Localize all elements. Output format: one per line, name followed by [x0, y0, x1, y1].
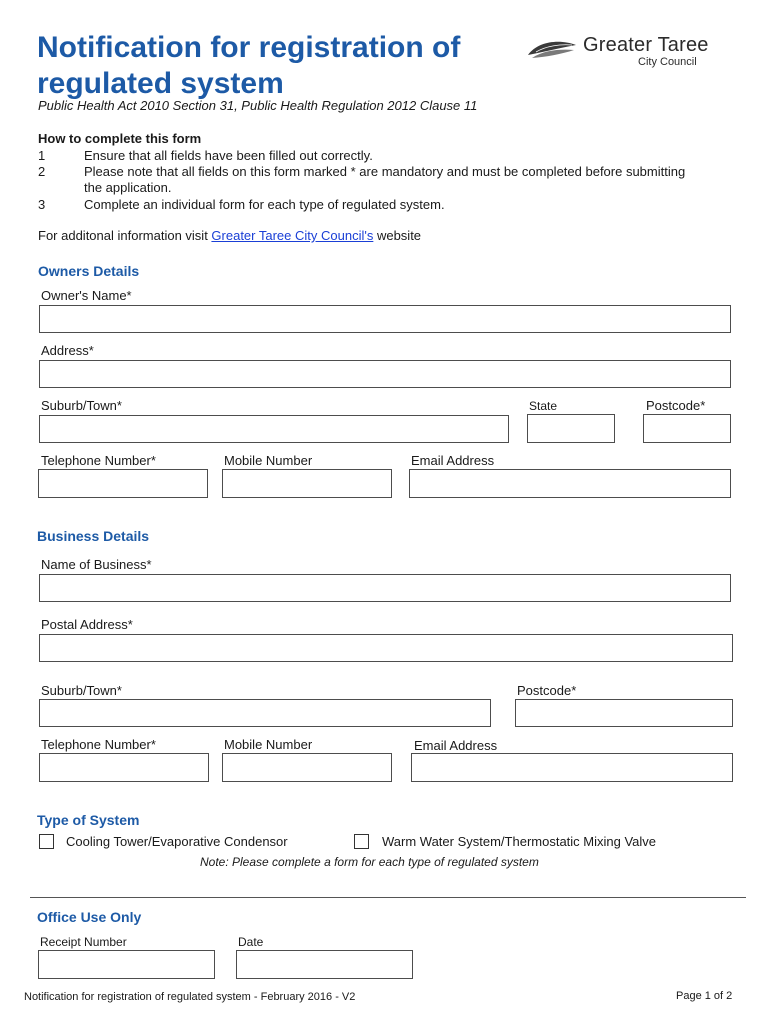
business-mobile-label: Mobile Number: [224, 737, 313, 752]
date-input[interactable]: [236, 950, 413, 979]
business-heading: Business Details: [37, 528, 150, 544]
info-line: [38, 228, 421, 243]
leaf-logo-icon: [526, 37, 578, 61]
warm-water-label: Warm Water System/Thermostatic Mixing Valve: [382, 834, 657, 849]
owner-postcode-input[interactable]: [643, 414, 731, 443]
business-postal-input[interactable]: [39, 634, 733, 662]
system-heading: Type of System: [37, 812, 140, 828]
step-number: 3: [38, 197, 46, 212]
date-label: Date: [238, 935, 264, 949]
owner-address-label: Address*: [41, 343, 94, 358]
system-note: Note: Please complete a form for each type of regulated system: [200, 855, 539, 869]
divider: [30, 897, 746, 898]
owner-name-input[interactable]: [39, 305, 731, 333]
owner-postcode-label: Postcode*: [646, 398, 706, 413]
receipt-input[interactable]: [38, 950, 215, 979]
warm-water-checkbox[interactable]: [354, 834, 369, 849]
business-suburb-label: Suburb/Town*: [41, 683, 122, 698]
owner-phone-input[interactable]: [38, 469, 208, 498]
step-number: 1: [38, 148, 46, 163]
owner-address-input[interactable]: [39, 360, 731, 388]
page-number: Page 1 of 2: [676, 990, 733, 1002]
business-postcode-label: Postcode*: [517, 683, 577, 698]
receipt-label: Receipt Number: [40, 935, 127, 949]
business-suburb-input[interactable]: [39, 699, 491, 727]
business-name-input[interactable]: [39, 574, 731, 602]
business-phone-label: Telephone Number*: [41, 737, 156, 752]
info-prefix: For additonal information visit: [38, 228, 212, 243]
page-title: [37, 30, 507, 102]
title-line-1: Notification for registration of: [37, 31, 461, 64]
owners-heading: Owners Details: [38, 263, 140, 279]
business-phone-input[interactable]: [39, 753, 209, 782]
council-website-link[interactable]: Greater Taree City Council's: [211, 228, 374, 243]
owner-state-label: State: [529, 399, 558, 413]
council-logo: [526, 34, 741, 70]
howto-heading: How to complete this form: [38, 131, 202, 146]
title-line-2: regulated system: [37, 67, 284, 100]
business-email-label: Email Address: [414, 738, 498, 753]
business-postal-label: Postal Address*: [41, 617, 133, 632]
step-number: 2: [38, 164, 46, 179]
logo-subtitle: City Council: [638, 56, 697, 68]
logo-name: Greater Taree: [583, 34, 709, 56]
owner-name-label: Owner's Name*: [41, 288, 132, 303]
step-text: Please note that all fields on this form marked * are mandatory and must be completed before submitting the application.: [84, 164, 686, 195]
legislation-subtitle: Public Health Act 2010 Section 31, Public Health Regulation 2012 Clause 11: [38, 98, 478, 113]
business-name-label: Name of Business*: [41, 557, 152, 572]
business-postcode-input[interactable]: [515, 699, 733, 727]
business-email-input[interactable]: [411, 753, 733, 782]
owner-email-label: Email Address: [411, 453, 495, 468]
cooling-tower-checkbox[interactable]: [39, 834, 54, 849]
footer-text: Notification for registration of regulated system - February 2016 - V2: [24, 991, 356, 1003]
owner-phone-label: Telephone Number*: [41, 453, 156, 468]
step-text: Complete an individual form for each type of regulated system.: [84, 197, 445, 212]
owner-mobile-label: Mobile Number: [224, 453, 313, 468]
step-text: Ensure that all fields have been filled out correctly.: [84, 148, 373, 163]
owner-email-input[interactable]: [409, 469, 731, 498]
business-mobile-input[interactable]: [222, 753, 392, 782]
owner-suburb-input[interactable]: [39, 415, 509, 443]
info-suffix: website: [373, 228, 422, 243]
owner-suburb-label: Suburb/Town*: [41, 398, 122, 413]
owner-state-input[interactable]: [527, 414, 615, 443]
owner-mobile-input[interactable]: [222, 469, 392, 498]
cooling-tower-label: Cooling Tower/Evaporative Condensor: [66, 834, 288, 849]
office-heading: Office Use Only: [37, 909, 142, 925]
